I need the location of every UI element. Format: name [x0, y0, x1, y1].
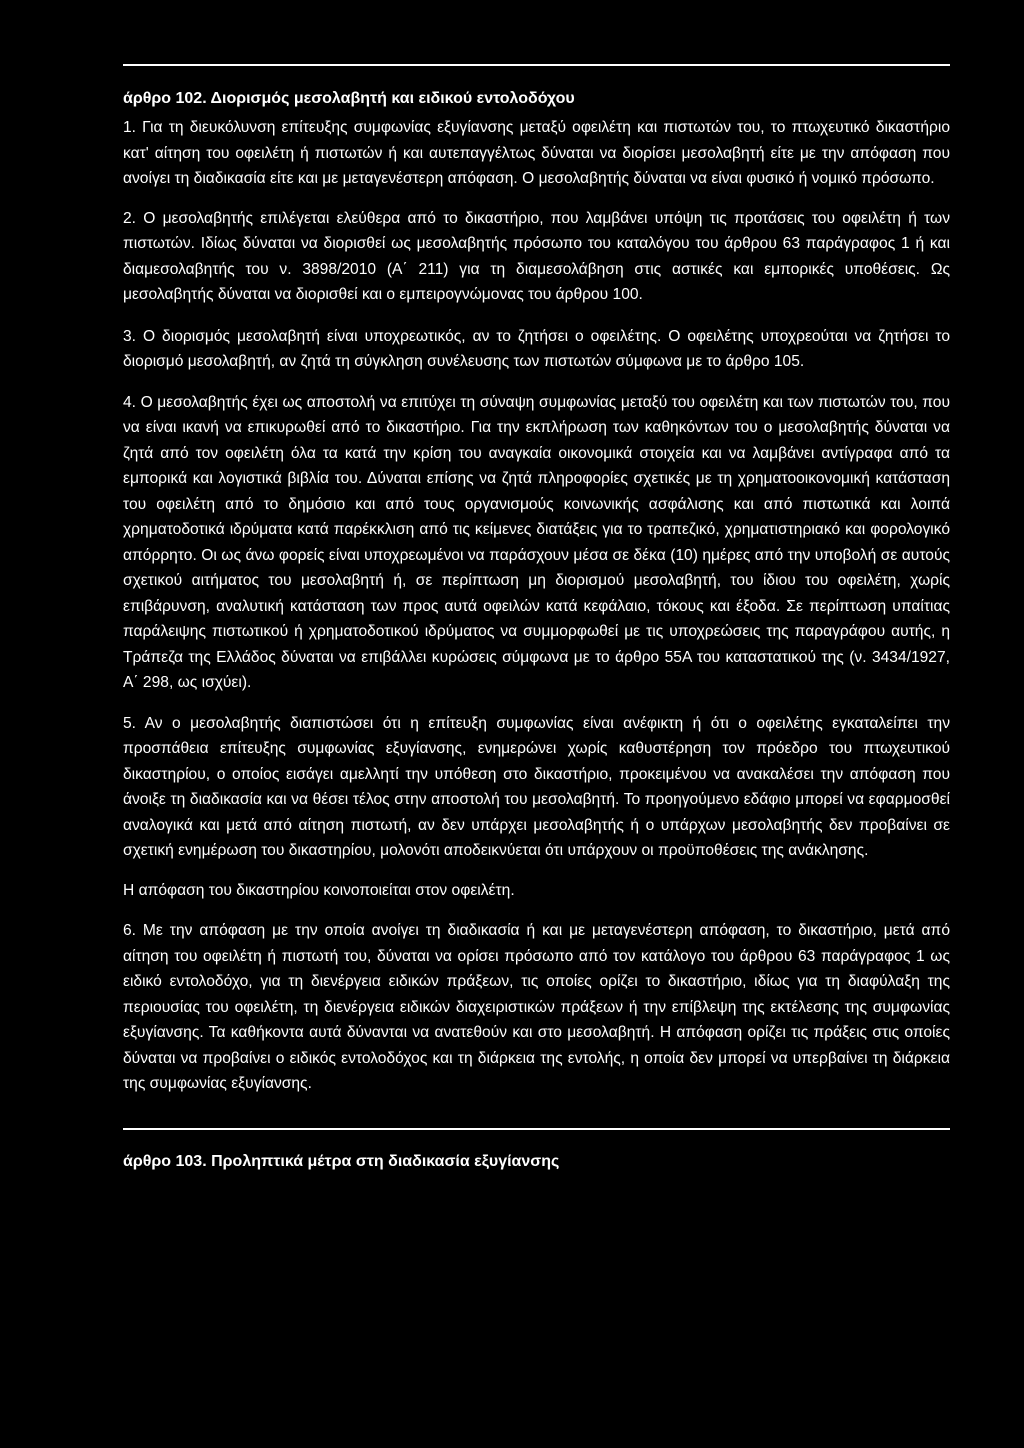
paragraph-3: 3. Ο διορισμός μεσολαβητή είναι υποχρεωτικός, αν το ζητήσει ο οφειλέτης. Ο οφειλέτης υποχρεούται να ζητήσει το διορισμό μεσολαβητή, αν ζητά τη σύγκληση συνέλευσης των πιστωτών σύμφωνα με το άρθρο 105. — [123, 327, 950, 370]
paragraph-5: 5. Αν ο μεσολαβητής διαπιστώσει ότι η επίτευξη συμφωνίας είναι ανέφικτη ή ότι ο οφειλέτης εγκαταλείπει την προσπάθεια επίτευξης συμφωνίας εξυγίανσης, ενημερώνει χωρίς καθυστέρηση τον πρόεδρο του πτωχευτικού δικαστηρίου, ο οποίος εισάγει αμελλητί την υπόθεση στο δικαστήριο, προκειμένου να ανακαλέσει την απόφαση που άνοιξε τη διαδικασία και να θέσει τέλος στην αποστολή του μεσολαβητή. Το προηγούμενο εδάφιο μπορεί να εφαρμοσθεί αναλογικά και μετά από αίτηση πιστωτή, αν δεν υπάρχει μεσολαβητής ή ο υπάρχων μεσολαβητής δεν προβαίνει σε σχετική ενημέρωση του δικαστηρίου, μολονότι αποδεικνύεται ότι υπάρχουν οι προϋποθέσεις της ανάκλησης. — [123, 714, 950, 859]
article-102-heading: άρθρο 102. Διορισμός μεσολαβητή και ειδικού εντολοδόχου — [123, 90, 575, 107]
paragraph-6: 6. Με την απόφαση με την οποία ανοίγει τη διαδικασία ή και με μεταγενέστερη απόφαση, το δικαστήριο, μετά από αίτηση του οφειλέτη ή πιστωτή του, δύναται να ορίσει πρόσωπο από τον κατάλογο του άρθρου 63 παράγραφος 1 ως ειδικό εντολοδόχο, για τη διενέργεια ειδικών πράξεων, τις οποίες ορίζει το δικαστήριο, ιδίως για τη διαφύλαξη της περιουσίας του οφειλέτη, τη διενέργεια ειδικών διαχειριστικών πράξεων ή την επίβλεψη της εκτέλεσης της συμφωνίας εξυγίανσης. Τα καθήκοντα αυτά δύνανται να ανατεθούν και στο μεσολαβητή. Η απόφαση ορίζει τις πράξεις στις οποίες δύναται να προβαίνει ο ειδικός εντολοδόχος και τη διάρκεια της εντολής, η οποία δεν μπορεί να υπερβαίνει τη διάρκεια της συμφωνίας εξυγίανσης. — [123, 922, 950, 1092]
article-103-heading: άρθρο 103. Προληπτικά μέτρα στη διαδικασία εξυγίανσης — [123, 1153, 560, 1170]
paragraph-notification: Η απόφαση του δικαστηρίου κοινοποιείται στον οφειλέτη. — [123, 881, 515, 899]
document-page — [123, 0, 952, 1448]
paragraph-1: 1. Για τη διευκόλυνση επίτευξης συμφωνίας εξυγίανσης μεταξύ οφειλέτη και πιστωτών του, το πτωχευτικό δικαστήριο κατ' αίτηση του οφειλέτη ή πιστωτών ή και αυτεπαγγέλτως δύναται να διορίσει μεσολαβητή είτε με την απόφαση που ανοίγει τη διαδικασία είτε και με μεταγενέστερη απόφαση. Ο μεσολαβητής δύναται να είναι φυσικό ή νομικό πρόσωπο. — [123, 119, 950, 187]
bottom-divider — [123, 1128, 950, 1130]
article-102-body — [123, 115, 950, 1097]
top-divider — [123, 64, 950, 66]
paragraph-2: 2. Ο μεσολαβητής επιλέγεται ελεύθερα από το δικαστήριο, που λαμβάνει υπόψη τις προτάσεις του οφειλέτη ή των πιστωτών. Ιδίως δύναται να διορισθεί ως μεσολαβητής πρόσωπο του καταλόγου του άρθρου 63 παράγραφος 1 ή και διαμεσολαβητής του ν. 3898/2010 (Α΄ 211) για τη διαμεσολάβηση στις αστικές και εμπορικές υποθέσεις. Ως μεσολαβητής δύναται να διορισθεί και ο εμπειρογνώμονας του άρθρου 100. — [123, 209, 950, 303]
paragraph-4: 4. Ο μεσολαβητής έχει ως αποστολή να επιτύχει τη σύναψη συμφωνίας μεταξύ του οφειλέτη και των πιστωτών του, που να είναι ικανή να επικυρωθεί από το δικαστήριο. Για την εκπλήρωση των καθηκόντων του ο μεσολαβητής δύναται να ζητά από τον οφειλέτη όλα τα κατά την κρίση του αναγκαία οικονομικά στοιχεία και να λαμβάνει αντίγραφα από τα εμπορικά και λογιστικά βιβλία του. Δύναται επίσης να ζητά πληροφορίες σχετικές με τη χρηματοοικονομική κατάσταση του οφειλέτη από το δημόσιο και από τους οργανισμούς κοινωνικής ασφάλισης και από πιστωτικά και λοιπά χρηματοδοτικά ιδρύματα κατά παρέκκλιση από τις κείμενες διατάξεις για το τραπεζικό, χρηματιστηριακό και φορολογικό απόρρητο. Οι ως άνω φορείς είναι υποχρεωμένοι να παράσχουν μέσα σε δέκα (10) ημέρες από την υποβολή σε αυτούς σχετικού αιτήματος του μεσολαβητή ή, σε περίπτωση μη διορισμού μεσολαβητή, του ίδιου του οφειλέτη, χωρίς επιβάρυνση, αναλυτική κατάσταση των προς αυτά οφειλών κατά κεφάλαιο, τόκους και έξοδα. Σε περίπτωση υπαίτιας παράλειψης πιστωτικού ή χρηματοδοτικού ιδρύματος να συμμορφωθεί με τις υποχρεώσεις της παραγράφου αυτής, η Τράπεζα της Ελλάδος δύναται να επιβάλλει κυρώσεις σύμφωνα με το άρθρο 55Α του καταστατικού της (ν. 3434/1927, Α΄ 298, ως ισχύει). — [123, 393, 950, 691]
